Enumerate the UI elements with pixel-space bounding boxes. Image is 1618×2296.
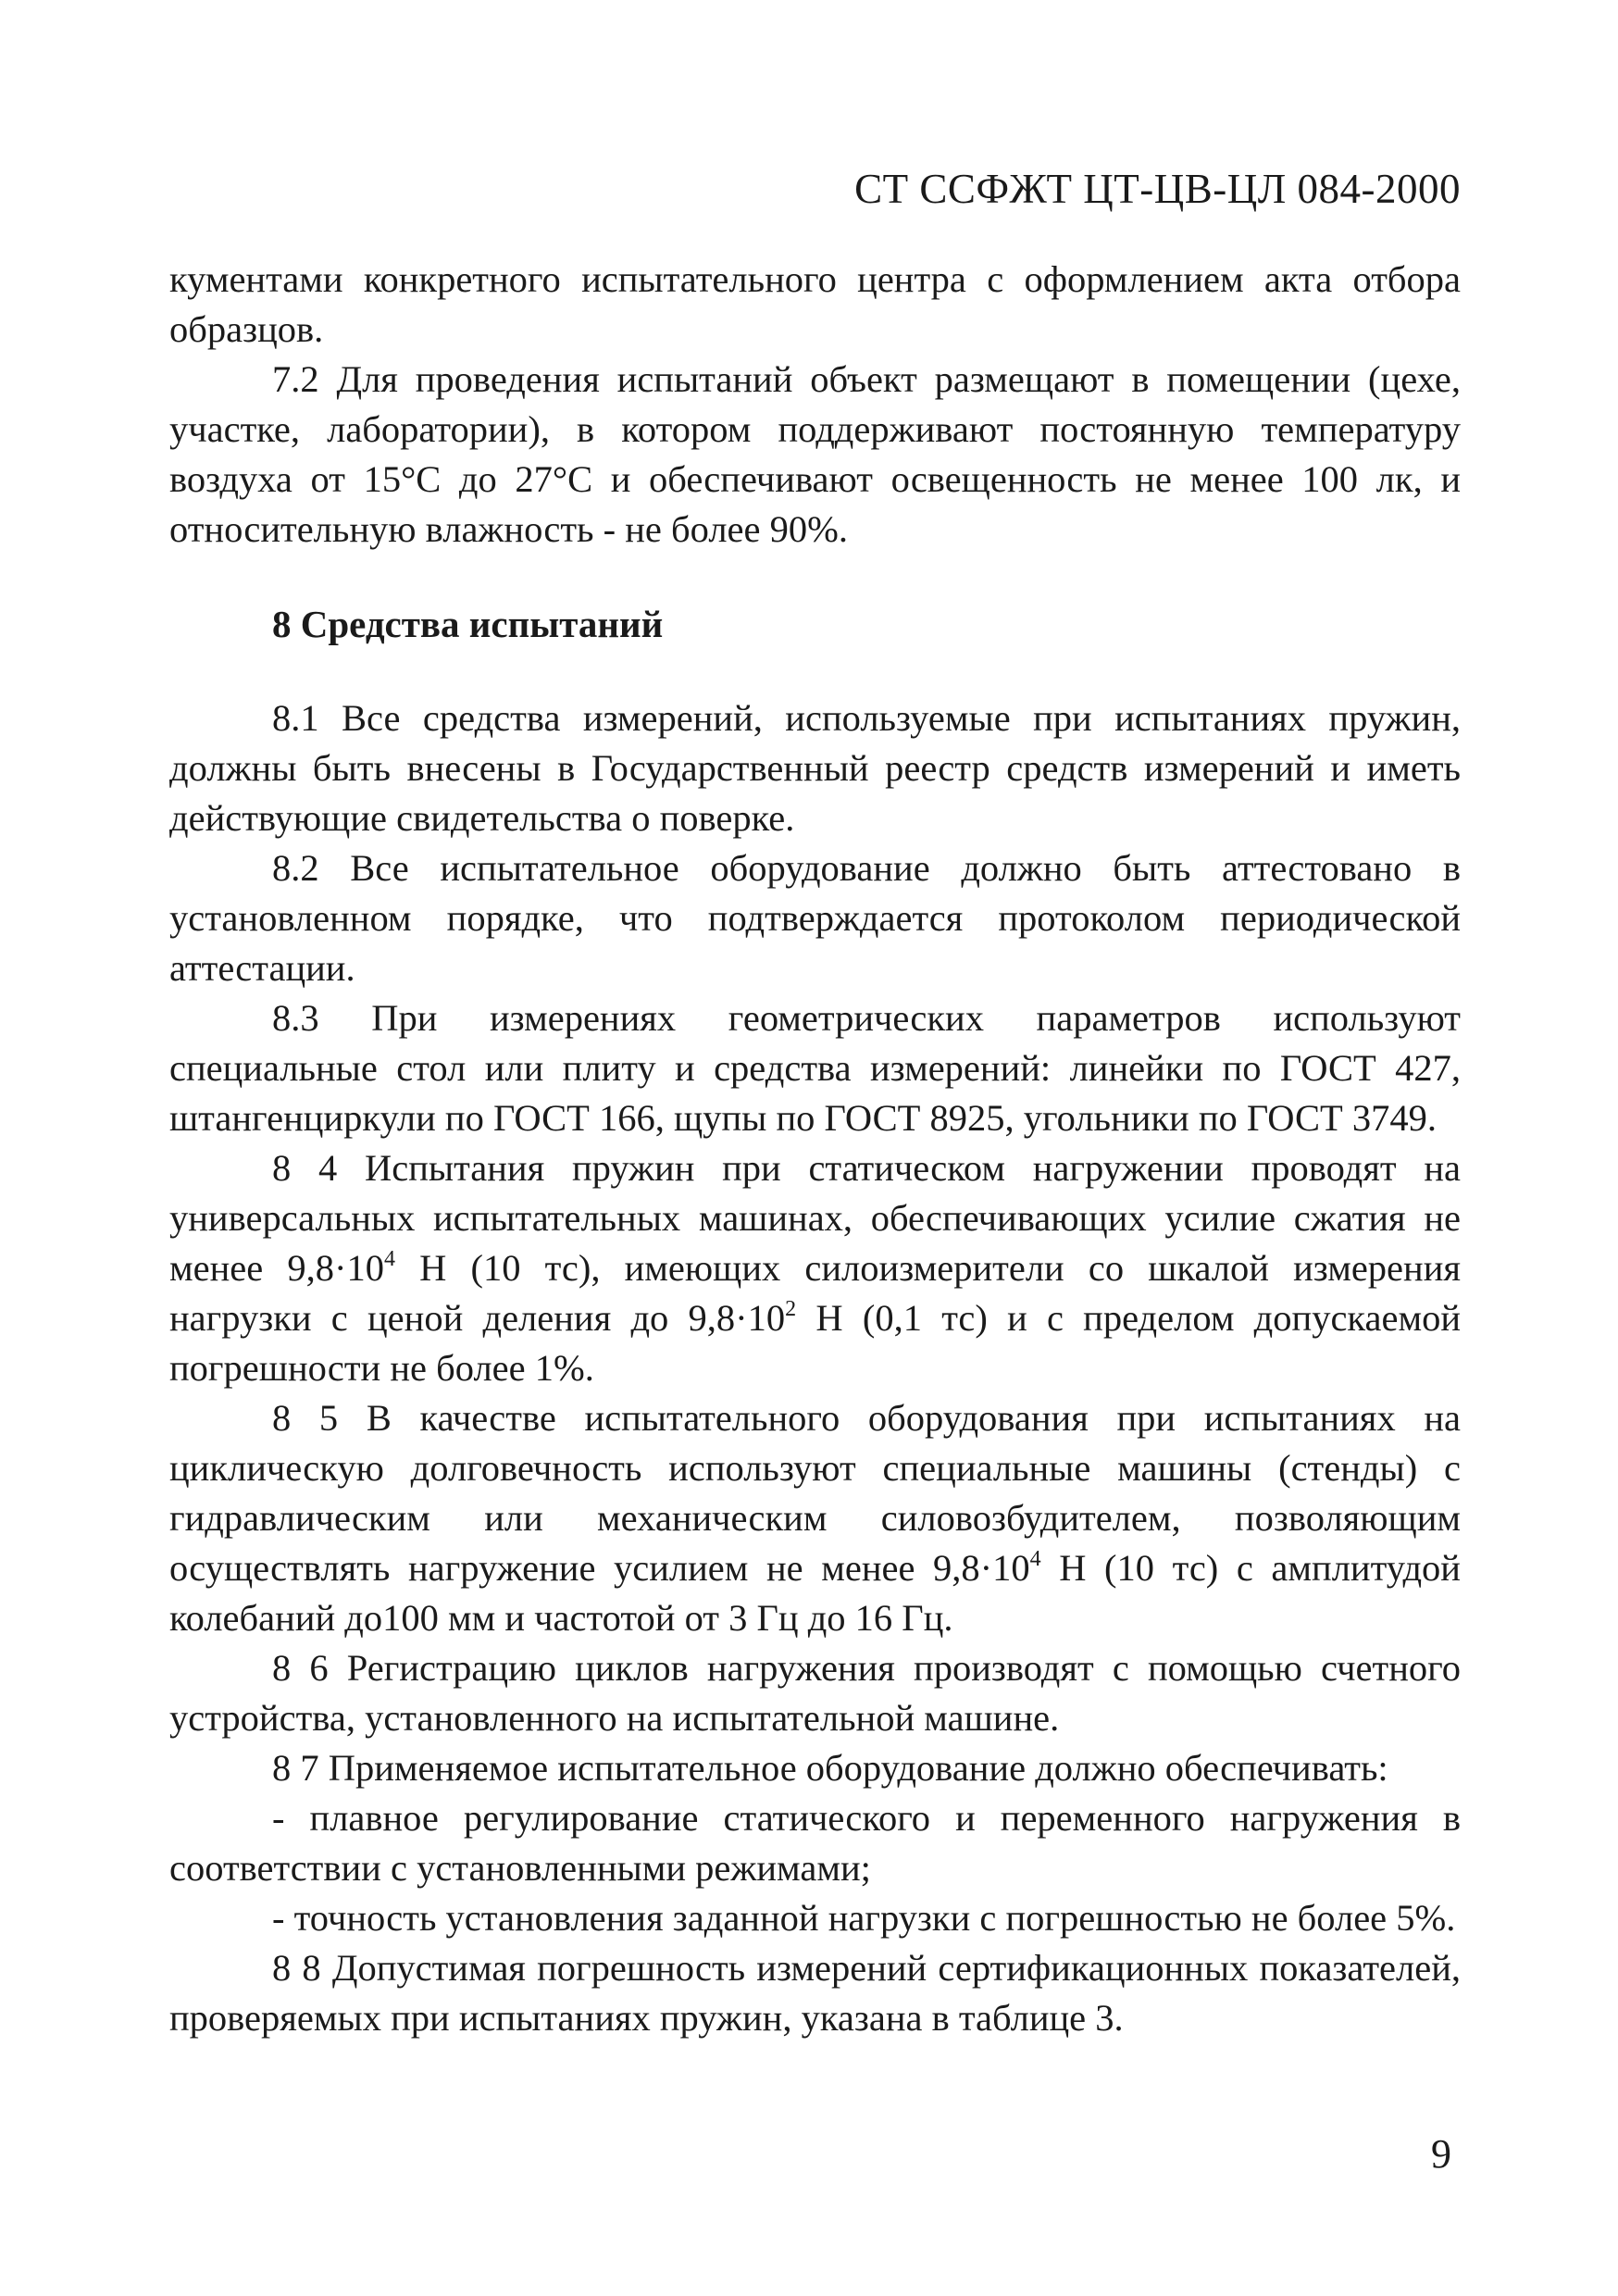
paragraph-8-5 [169,1393,1461,1643]
list-item: - плавное регулирование статического и переменного нагружения в соответствии с установленными режимами; [169,1797,1461,1889]
list-item: - точность установления заданной нагрузки с погрешностью не более 5%. [272,1897,1456,1939]
document-header: СТ ССФЖТ ЦТ-ЦВ-ЦЛ 084-2000 [854,166,1461,212]
paragraph-8-6: 8 6 Регистрацию циклов нагружения производят с помощью счетного устройства, установленного на испытательной машине. [169,1647,1461,1739]
page-number: 9 [1431,2131,1451,2177]
paragraph-8-4-part-c: Н (0,1 тс) и с пределом допускаемой погрешности не более 1%. [169,1297,1461,1389]
paragraph-8-3: 8.3 При измерениях геометрических параметров используют специальные стол или плиту и средства измерений: линейки по ГОСТ 427, штангенциркули по ГОСТ 166, щупы по ГОСТ 8925, угольники по ГОСТ 3749. [169,997,1461,1139]
superscript: 2 [785,1297,797,1321]
document-body [169,255,1461,2043]
paragraph-8-7: 8 7 Применяемое испытательное оборудование должно обеспечивать: [272,1747,1388,1789]
paragraph-8-8: 8 8 Допустимая погрешность измерений сертификационных показателей, проверяемых при испытаниях пружин, указана в таблице 3. [169,1947,1461,2039]
paragraph-8-1: 8.1 Все средства измерений, используемые при испытаниях пружин, должны быть внесены в Государственный реестр средств измерений и иметь действующие свидетельства о поверке. [169,697,1461,839]
paragraph-continuation: кументами конкретного испытательного центра с оформлением акта отбора образцов. [169,258,1461,350]
section-heading: 8 Средства испытаний [272,603,664,645]
superscript: 4 [1029,1547,1041,1571]
paragraph-8-4 [169,1143,1461,1393]
paragraph-8-4-part-a: 8 4 Испытания пружин при статическом нагружении проводят на универсальных испытательных машинах, обеспечивающих усилие сжатия не менее 9,8·10 [169,1147,1461,1289]
paragraph-8-5-part-a: 8 5 В качестве испытательного оборудования при испытаниях на циклическую долговечность используют специальные машины (стенды) с гидравлическим или механическим силовозбудителем, позволяющим осуществлять нагружение усилием не менее 9,8·10 [169,1397,1461,1589]
paragraph-8-2: 8.2 Все испытательное оборудование должно быть аттестовано в установленном порядке, что подтверждается протоколом периодической аттестации. [169,847,1461,989]
paragraph-8-4-part-b: Н (10 тс), имеющих силоизмерители со шкалой измерения нагрузки с ценой деления до 9,8·10 [169,1247,1461,1339]
superscript: 4 [384,1247,395,1271]
paragraph-7-2: 7.2 Для проведения испытаний объект размещают в помещении (цехе, участке, лаборатории), в котором поддерживают постоянную температуру воздуха от 15°С до 27°С и обеспечивают освещенность не менее 100 лк, и относительную влажность - не более 90%. [169,358,1461,550]
paragraph-8-5-part-b: Н (10 тс) с амплитудой колебаний до100 мм и частотой от 3 Гц до 16 Гц. [169,1547,1461,1639]
